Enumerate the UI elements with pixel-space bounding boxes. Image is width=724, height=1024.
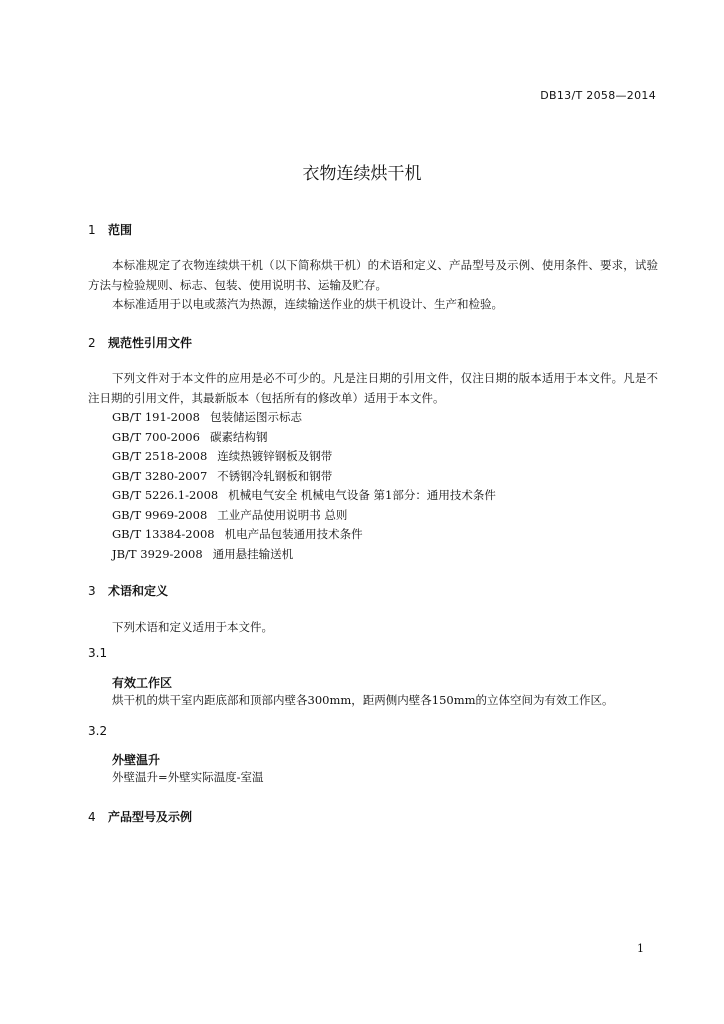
term-name: 外壁温升 (112, 753, 161, 767)
reference-title: 机电产品包装通用技术条件 (224, 527, 363, 541)
reference-title: 连续热镀锌钢板及钢带 (217, 449, 333, 463)
reference-code: GB/T 700-2006 (112, 429, 200, 444)
reference-item (112, 428, 496, 448)
references-intro: 下列文件对于本文件的应用是必不可少的。凡是注日期的引用文件，仅注日期的版本适用于本文件。凡是不注日期的引用文件，其最新版本（包括所有的修改单）适用于本文件。 (88, 371, 658, 405)
section-number: 4 (88, 810, 96, 824)
reference-list (112, 408, 496, 564)
reference-code: GB/T 13384-2008 (112, 527, 215, 541)
reference-item (112, 506, 496, 526)
section-title: 产品型号及示例 (108, 810, 193, 824)
reference-item (112, 525, 496, 545)
section-number: 3 (88, 584, 96, 598)
term-name: 有效工作区 (112, 676, 173, 690)
section-title: 术语和定义 (108, 584, 169, 598)
section-3-heading (88, 582, 168, 599)
terms-intro: 下列术语和定义适用于本文件。 (112, 620, 273, 634)
reference-item (112, 408, 496, 428)
term-definition: 外壁温升=外壁实际温度-室温 (112, 770, 264, 784)
reference-code: GB/T 5226.1-2008 (112, 488, 219, 502)
reference-title: 工业产品使用说明书 总则 (217, 507, 348, 522)
section-title: 范围 (108, 223, 133, 237)
scope-paragraph-1: 本标准规定了衣物连续烘干机（以下简称烘干机）的术语和定义、产品型号及示例、使用条件、要求，试验方法与检验规则、标志、包装、使用说明书、运输及贮存。 (88, 258, 658, 292)
standard-code: DB13/T 2058—2014 (540, 89, 656, 102)
reference-code: GB/T 191-2008 (112, 410, 200, 424)
document-title: 衣物连续烘干机 (302, 164, 422, 184)
reference-code: GB/T 3280-2007 (112, 468, 208, 483)
reference-code: GB/T 9969-2008 (112, 507, 208, 522)
section-4-heading (88, 808, 192, 825)
term-definition: 烘干机的烘干室内距底部和顶部内壁各300mm，距两侧内壁各150mm的立体空间为有效工作区。 (112, 693, 614, 707)
reference-code: JB/T 3929-2008 (112, 546, 203, 561)
reference-item (112, 467, 496, 487)
section-number: 2 (88, 336, 96, 350)
reference-code: GB/T 2518-2008 (112, 449, 208, 463)
scope-paragraph-2: 本标准适用于以电或蒸汽为热源，连续输送作业的烘干机设计、生产和检验。 (112, 297, 503, 311)
section-title: 规范性引用文件 (108, 336, 193, 350)
section-2-heading (88, 334, 192, 351)
reference-title: 机械电气安全 机械电气设备 第1部分：通用技术条件 (228, 488, 496, 502)
term-number: 3.2 (88, 724, 108, 738)
reference-title: 包装储运图示标志 (209, 410, 302, 424)
section-1-heading (88, 221, 132, 238)
reference-item (112, 486, 496, 506)
reference-item (112, 447, 496, 467)
section-number: 1 (88, 223, 96, 237)
reference-title: 碳素结构钢 (209, 429, 268, 444)
reference-title: 通用悬挂输送机 (212, 546, 294, 561)
term-number: 3.1 (88, 646, 108, 660)
reference-item (112, 545, 496, 565)
reference-title: 不锈钢冷轧钢板和钢带 (217, 468, 333, 483)
page-number: 1 (637, 942, 644, 955)
